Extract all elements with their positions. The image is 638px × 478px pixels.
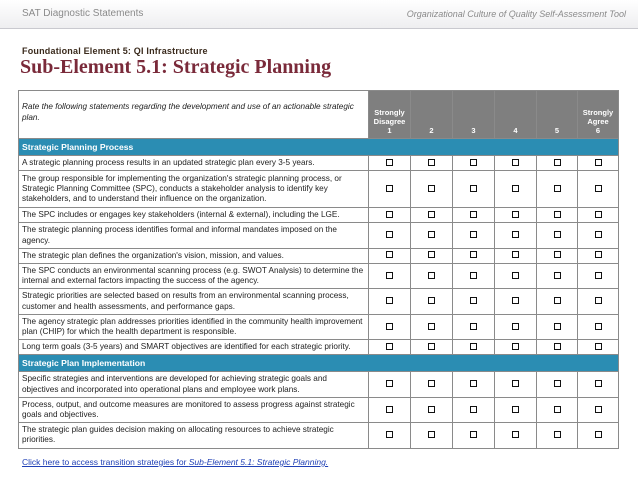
rating-cell-6 xyxy=(578,156,619,171)
rating-checkbox-4[interactable] xyxy=(512,431,519,438)
top-banner xyxy=(0,0,638,29)
rating-checkbox-4[interactable] xyxy=(512,231,519,238)
statement-text: A strategic planning process results in an updated strategic plan every 3-5 years. xyxy=(19,156,369,171)
rating-cell-3 xyxy=(453,372,495,397)
rating-cell-6 xyxy=(578,223,619,248)
rating-checkbox-3[interactable] xyxy=(470,211,477,218)
scale-header-6: Strongly Agree 6 xyxy=(578,91,619,139)
banner-title: SAT Diagnostic Statements xyxy=(22,8,144,19)
statement-row xyxy=(19,248,619,263)
rating-checkbox-3[interactable] xyxy=(470,297,477,304)
rating-cell-4 xyxy=(495,171,537,208)
rating-checkbox-1[interactable] xyxy=(386,323,393,330)
rating-cell-5 xyxy=(537,289,578,314)
rating-checkbox-6[interactable] xyxy=(595,431,602,438)
rating-cell-2 xyxy=(411,314,453,339)
rating-checkbox-4[interactable] xyxy=(512,272,519,279)
rating-cell-4 xyxy=(495,248,537,263)
rating-checkbox-5[interactable] xyxy=(554,159,561,166)
rating-cell-6 xyxy=(578,264,619,289)
rating-cell-3 xyxy=(453,171,495,208)
rating-cell-2 xyxy=(411,156,453,171)
rating-checkbox-4[interactable] xyxy=(512,297,519,304)
statement-text: Long term goals (3-5 years) and SMART objectives are identified for each strategic priority. xyxy=(19,340,369,355)
rating-cell-3 xyxy=(453,208,495,223)
rating-cell-5 xyxy=(537,397,578,422)
statement-row xyxy=(19,397,619,422)
rating-checkbox-3[interactable] xyxy=(470,231,477,238)
rating-checkbox-3[interactable] xyxy=(470,251,477,258)
rating-checkbox-2[interactable] xyxy=(428,251,435,258)
rating-checkbox-1[interactable] xyxy=(386,185,393,192)
rating-checkbox-2[interactable] xyxy=(428,185,435,192)
rating-checkbox-2[interactable] xyxy=(428,272,435,279)
rating-cell-3 xyxy=(453,156,495,171)
section-header xyxy=(19,355,619,372)
statement-text: The SPC includes or engages key stakeholders (internal & external), including the LGE. xyxy=(19,208,369,223)
statement-row xyxy=(19,171,619,208)
rating-checkbox-6[interactable] xyxy=(595,406,602,413)
rating-checkbox-4[interactable] xyxy=(512,211,519,218)
statement-text: The SPC conducts an environmental scanning process (e.g. SWOT Analysis) to determine the internal and external factors impacting the success of the agency. xyxy=(19,264,369,289)
rating-checkbox-6[interactable] xyxy=(595,251,602,258)
rating-checkbox-2[interactable] xyxy=(428,159,435,166)
rating-checkbox-6[interactable] xyxy=(595,211,602,218)
rating-cell-5 xyxy=(537,372,578,397)
foundational-element-label: Foundational Element 5: QI Infrastructure xyxy=(22,46,208,56)
rating-checkbox-5[interactable] xyxy=(554,297,561,304)
rating-checkbox-2[interactable] xyxy=(428,211,435,218)
statement-text: Strategic priorities are selected based on results from an environmental scanning process, customer and health assessments, and performance gaps. xyxy=(19,289,369,314)
rating-cell-4 xyxy=(495,423,537,448)
rating-checkbox-6[interactable] xyxy=(595,231,602,238)
rating-checkbox-4[interactable] xyxy=(512,323,519,330)
rating-cell-6 xyxy=(578,314,619,339)
rating-checkbox-4[interactable] xyxy=(512,185,519,192)
statement-text: The strategic plan defines the organization's vision, mission, and values. xyxy=(19,248,369,263)
rating-cell-4 xyxy=(495,208,537,223)
rating-prompt: Rate the following statements regarding the development and use of an actionable strategic plan. xyxy=(19,91,369,139)
rating-checkbox-5[interactable] xyxy=(554,380,561,387)
rating-checkbox-6[interactable] xyxy=(595,185,602,192)
rating-cell-2 xyxy=(411,248,453,263)
rating-checkbox-2[interactable] xyxy=(428,297,435,304)
statement-row xyxy=(19,223,619,248)
rating-checkbox-1[interactable] xyxy=(386,297,393,304)
statement-row xyxy=(19,264,619,289)
statement-text: The strategic planning process identifies formal and informal mandates imposed on the agency. xyxy=(19,223,369,248)
rating-cell-2 xyxy=(411,289,453,314)
statement-row xyxy=(19,423,619,448)
statement-text: The strategic plan guides decision making on allocating resources to achieve strategic priorities. xyxy=(19,423,369,448)
rating-checkbox-1[interactable] xyxy=(386,343,393,350)
rating-cell-4 xyxy=(495,156,537,171)
rating-cell-6 xyxy=(578,171,619,208)
rating-checkbox-3[interactable] xyxy=(470,343,477,350)
rating-checkbox-3[interactable] xyxy=(470,380,477,387)
rating-checkbox-3[interactable] xyxy=(470,185,477,192)
statement-text: Process, output, and outcome measures are monitored to assess progress against strategic goals and objectives. xyxy=(19,397,369,422)
section-header xyxy=(19,139,619,156)
rating-checkbox-2[interactable] xyxy=(428,231,435,238)
rating-checkbox-2[interactable] xyxy=(428,406,435,413)
rating-cell-1 xyxy=(369,171,411,208)
rating-cell-1 xyxy=(369,314,411,339)
rating-cell-4 xyxy=(495,397,537,422)
rating-cell-1 xyxy=(369,248,411,263)
rating-checkbox-2[interactable] xyxy=(428,431,435,438)
rating-cell-3 xyxy=(453,340,495,355)
rating-checkbox-5[interactable] xyxy=(554,251,561,258)
rating-cell-5 xyxy=(537,314,578,339)
rating-cell-6 xyxy=(578,397,619,422)
rating-checkbox-5[interactable] xyxy=(554,231,561,238)
scale-header-1: Strongly Disagree 1 xyxy=(369,91,411,139)
rating-cell-1 xyxy=(369,264,411,289)
rating-checkbox-6[interactable] xyxy=(595,159,602,166)
rating-checkbox-2[interactable] xyxy=(428,323,435,330)
rating-cell-1 xyxy=(369,397,411,422)
rating-checkbox-2[interactable] xyxy=(428,380,435,387)
rating-cell-1 xyxy=(369,423,411,448)
section-title: Strategic Planning Process xyxy=(19,139,619,156)
rating-cell-6 xyxy=(578,340,619,355)
rating-checkbox-3[interactable] xyxy=(470,323,477,330)
statement-text: Specific strategies and interventions are developed for achieving strategic goals and objectives and incorporated into operational plans and employee work plans. xyxy=(19,372,369,397)
scale-header-2: 2 xyxy=(411,91,453,139)
rating-cell-6 xyxy=(578,248,619,263)
rating-cell-2 xyxy=(411,397,453,422)
scale-header-5: 5 xyxy=(537,91,578,139)
rating-checkbox-3[interactable] xyxy=(470,159,477,166)
rating-checkbox-5[interactable] xyxy=(554,185,561,192)
rating-checkbox-4[interactable] xyxy=(512,380,519,387)
rating-cell-6 xyxy=(578,208,619,223)
rating-cell-5 xyxy=(537,264,578,289)
rating-checkbox-1[interactable] xyxy=(386,159,393,166)
rating-checkbox-6[interactable] xyxy=(595,343,602,350)
transition-strategies-link[interactable]: Click here to access transition strategies for Sub-Element 5.1: Strategic Planning. xyxy=(22,457,329,467)
rating-cell-6 xyxy=(578,289,619,314)
rating-cell-2 xyxy=(411,223,453,248)
rating-cell-5 xyxy=(537,248,578,263)
rating-cell-5 xyxy=(537,223,578,248)
rating-checkbox-1[interactable] xyxy=(386,272,393,279)
rating-cell-4 xyxy=(495,372,537,397)
section-title: Strategic Plan Implementation xyxy=(19,355,619,372)
rating-cell-5 xyxy=(537,340,578,355)
statement-row xyxy=(19,314,619,339)
rating-checkbox-1[interactable] xyxy=(386,251,393,258)
rating-cell-1 xyxy=(369,289,411,314)
rating-checkbox-4[interactable] xyxy=(512,251,519,258)
rating-cell-5 xyxy=(537,423,578,448)
rating-cell-1 xyxy=(369,156,411,171)
rating-cell-6 xyxy=(578,372,619,397)
rating-checkbox-4[interactable] xyxy=(512,406,519,413)
rating-cell-1 xyxy=(369,372,411,397)
rating-cell-2 xyxy=(411,171,453,208)
rating-cell-5 xyxy=(537,208,578,223)
rating-cell-4 xyxy=(495,264,537,289)
scale-header-3: 3 xyxy=(453,91,495,139)
rating-cell-6 xyxy=(578,423,619,448)
rating-cell-3 xyxy=(453,314,495,339)
rating-cell-4 xyxy=(495,314,537,339)
rating-cell-1 xyxy=(369,340,411,355)
statement-row xyxy=(19,208,619,223)
rating-cell-4 xyxy=(495,223,537,248)
rating-checkbox-4[interactable] xyxy=(512,343,519,350)
rating-cell-3 xyxy=(453,248,495,263)
rating-checkbox-3[interactable] xyxy=(470,272,477,279)
rating-cell-3 xyxy=(453,289,495,314)
rating-cell-1 xyxy=(369,223,411,248)
rating-checkbox-1[interactable] xyxy=(386,231,393,238)
rating-checkbox-1[interactable] xyxy=(386,406,393,413)
rating-checkbox-5[interactable] xyxy=(554,431,561,438)
rating-cell-2 xyxy=(411,264,453,289)
statement-text: The agency strategic plan addresses priorities identified in the community health improvement plan (CHIP) for which the health department is responsible. xyxy=(19,314,369,339)
statement-row xyxy=(19,156,619,171)
rating-cell-3 xyxy=(453,223,495,248)
rating-cell-5 xyxy=(537,171,578,208)
rating-cell-2 xyxy=(411,423,453,448)
rating-cell-2 xyxy=(411,208,453,223)
rating-checkbox-5[interactable] xyxy=(554,406,561,413)
rating-checkbox-2[interactable] xyxy=(428,343,435,350)
statement-row xyxy=(19,340,619,355)
rating-checkbox-6[interactable] xyxy=(595,380,602,387)
rating-cell-3 xyxy=(453,264,495,289)
rating-cell-3 xyxy=(453,423,495,448)
banner-tool-name: Organizational Culture of Quality Self-Assessment Tool xyxy=(406,9,626,19)
rating-checkbox-6[interactable] xyxy=(595,323,602,330)
rating-checkbox-5[interactable] xyxy=(554,343,561,350)
rating-checkbox-1[interactable] xyxy=(386,431,393,438)
rating-checkbox-5[interactable] xyxy=(554,211,561,218)
rating-checkbox-3[interactable] xyxy=(470,431,477,438)
rating-checkbox-6[interactable] xyxy=(595,297,602,304)
rating-cell-2 xyxy=(411,372,453,397)
rating-checkbox-6[interactable] xyxy=(595,272,602,279)
scale-header-4: 4 xyxy=(495,91,537,139)
statement-text: The group responsible for implementing the organization's strategic planning process, or Strategic Planning Committee (SPC), conducts a stakeholder analysis to identify key stakeholders, and to understand their influence on the organization. xyxy=(19,171,369,208)
rating-cell-2 xyxy=(411,340,453,355)
rating-cell-5 xyxy=(537,156,578,171)
page-title: Sub-Element 5.1: Strategic Planning xyxy=(20,56,332,78)
rating-cell-4 xyxy=(495,289,537,314)
rating-checkbox-5[interactable] xyxy=(554,323,561,330)
rating-checkbox-1[interactable] xyxy=(386,211,393,218)
rating-cell-3 xyxy=(453,397,495,422)
statement-row xyxy=(19,372,619,397)
rating-checkbox-3[interactable] xyxy=(470,406,477,413)
statement-row xyxy=(19,289,619,314)
rating-table xyxy=(18,90,619,449)
rating-cell-1 xyxy=(369,208,411,223)
rating-checkbox-4[interactable] xyxy=(512,159,519,166)
rating-cell-4 xyxy=(495,340,537,355)
rating-checkbox-5[interactable] xyxy=(554,272,561,279)
rating-checkbox-1[interactable] xyxy=(386,380,393,387)
